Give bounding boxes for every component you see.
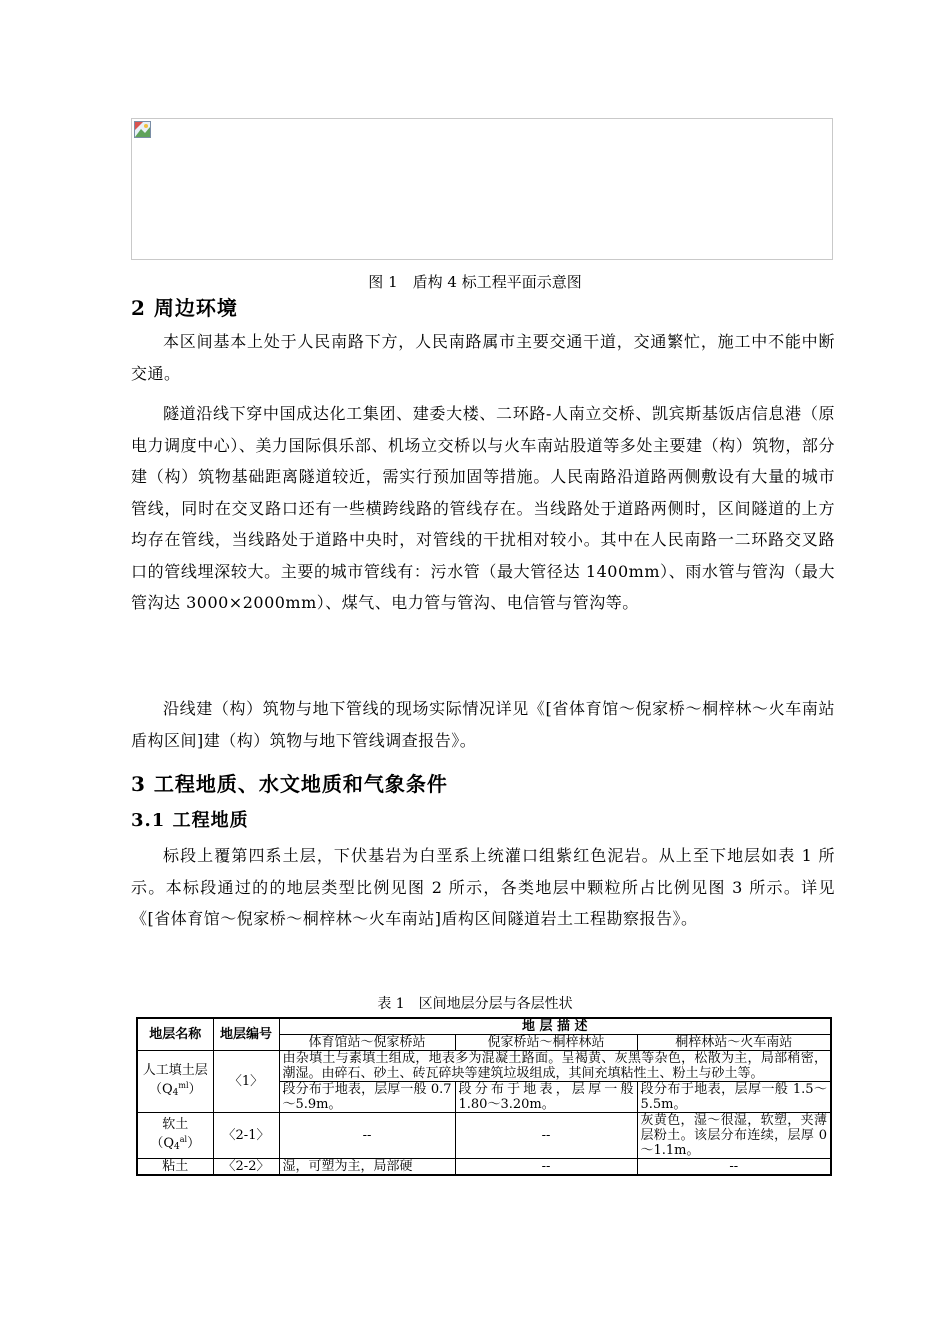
row-seg1: --	[279, 1113, 455, 1159]
row-code: 〈1〉	[213, 1051, 279, 1113]
section-3-1-heading: 3.1 工程地质	[131, 810, 249, 831]
row-name-cell	[137, 1113, 213, 1159]
header-seg2: 倪家桥站～桐梓林站	[455, 1035, 637, 1051]
row-name-cell	[137, 1051, 213, 1113]
row-seg2: --	[455, 1159, 637, 1176]
row-code: 〈2-1〉	[213, 1113, 279, 1159]
row-seg3: --	[637, 1159, 831, 1176]
header-seg1: 体育馆站～倪家桥站	[279, 1035, 455, 1051]
row-common-desc: 由杂填土与素填土组成，地表多为混凝土路面。呈褐黄、灰黑等杂色，松散为主，局部稍密，潮湿。由碎石、砂土、砖瓦碎块等建筑垃圾组成，其间充填粘性土、粉土与砂土等。	[279, 1051, 831, 1082]
row-name: 人工填土层	[142, 1062, 208, 1078]
table-row	[137, 1159, 831, 1176]
strata-table	[136, 1017, 832, 1176]
row-name: 软土	[162, 1116, 189, 1132]
section-2-paragraph-2: 隧道沿线下穿中国成达化工集团、建委大楼、二环路-人南立交桥、凯宾斯基饭店信息港（原电力调度中心）、美力国际俱乐部、机场立交桥以与火车南站股道等多处主要建（构）筑物，部分建（构）筑物基础距离隧道较近，需实行预加固等措施。人民南路沿道路两侧敷设有大量的城市管线，同时在交叉路口还有一些横跨线路的管线存在。当线路处于道路两侧时，区间隧道的上方均存在管线，当线路处于道路中央时，对管线的干扰相对较小。其中在人民南路一二环路交叉路口的管线埋深较大。主要的城市管线有：污水管（最大管径达 1400mm）、雨水管与管沟（最大管沟达 3000×2000mm）、煤气、电力管与管沟、电信管与管沟等。	[131, 404, 835, 612]
row-seg3: 段分布于地表，层厚一般 1.5～5.5m。	[637, 1082, 831, 1113]
section-3-1-paragraph: 标段上覆第四系土层，下伏基岩为白垩系上统灌口组紫红色泥岩。从上至下地层如表 1 所示。本标段通过的的地层类型比例见图 2 所示，各类地层中颗粒所占比例见图 3 所示。详见《[省体育馆～倪家桥～桐梓林～火车南站]盾构区间隧道岩土工程勘察报告》。	[131, 846, 835, 928]
header-seg3: 桐梓林站～火车南站	[637, 1035, 831, 1051]
figure-1-caption: 图 1 盾构 4 标工程平面示意图	[368, 273, 582, 291]
section-2-paragraph-1: 本区间基本上处于人民南路下方，人民南路属市主要交通干道，交通繁忙，施工中不能中断交通。	[131, 332, 835, 383]
table-header-row	[137, 1018, 831, 1035]
header-desc: 地 层 描 述	[279, 1018, 831, 1035]
row-seg1: 段分布于地表，层厚一般 0.7～5.9m。	[279, 1082, 455, 1113]
row-seg3: 灰黄色，湿～很湿，软塑，夹薄层粉土。该层分布连续，层厚 0～1.1m。	[637, 1113, 831, 1159]
header-code: 地层编号	[213, 1018, 279, 1051]
header-name: 地层名称	[137, 1018, 213, 1051]
table-row	[137, 1051, 831, 1082]
section-2-heading: 2 周边环境	[131, 296, 238, 320]
row-name-q: $(Q_4^{ml})$	[148, 1080, 202, 1098]
row-name-q: $(Q_4^{al})$	[150, 1134, 201, 1152]
row-seg2: --	[455, 1113, 637, 1159]
section-2-paragraph-3: 沿线建（构）筑物与地下管线的现场实际情况详见《[省体育馆～倪家桥～桐梓林～火车南站盾构区间]建（构）筑物与地下管线调查报告》。	[131, 699, 835, 750]
row-seg1: 湿，可塑为主，局部硬	[279, 1159, 455, 1176]
row-seg2: 段分布于地表，层厚一般 1.80～3.20m。	[455, 1082, 637, 1113]
row-code: 〈2-2〉	[213, 1159, 279, 1176]
table-1-caption: 表 1 区间地层分层与各层性状	[377, 996, 573, 1012]
row-name: 粘土	[137, 1159, 213, 1176]
broken-image-icon	[134, 121, 151, 138]
table-row	[137, 1113, 831, 1159]
section-3-heading: 3 工程地质、水文地质和气象条件	[131, 772, 448, 796]
figure-1-image	[131, 118, 833, 260]
